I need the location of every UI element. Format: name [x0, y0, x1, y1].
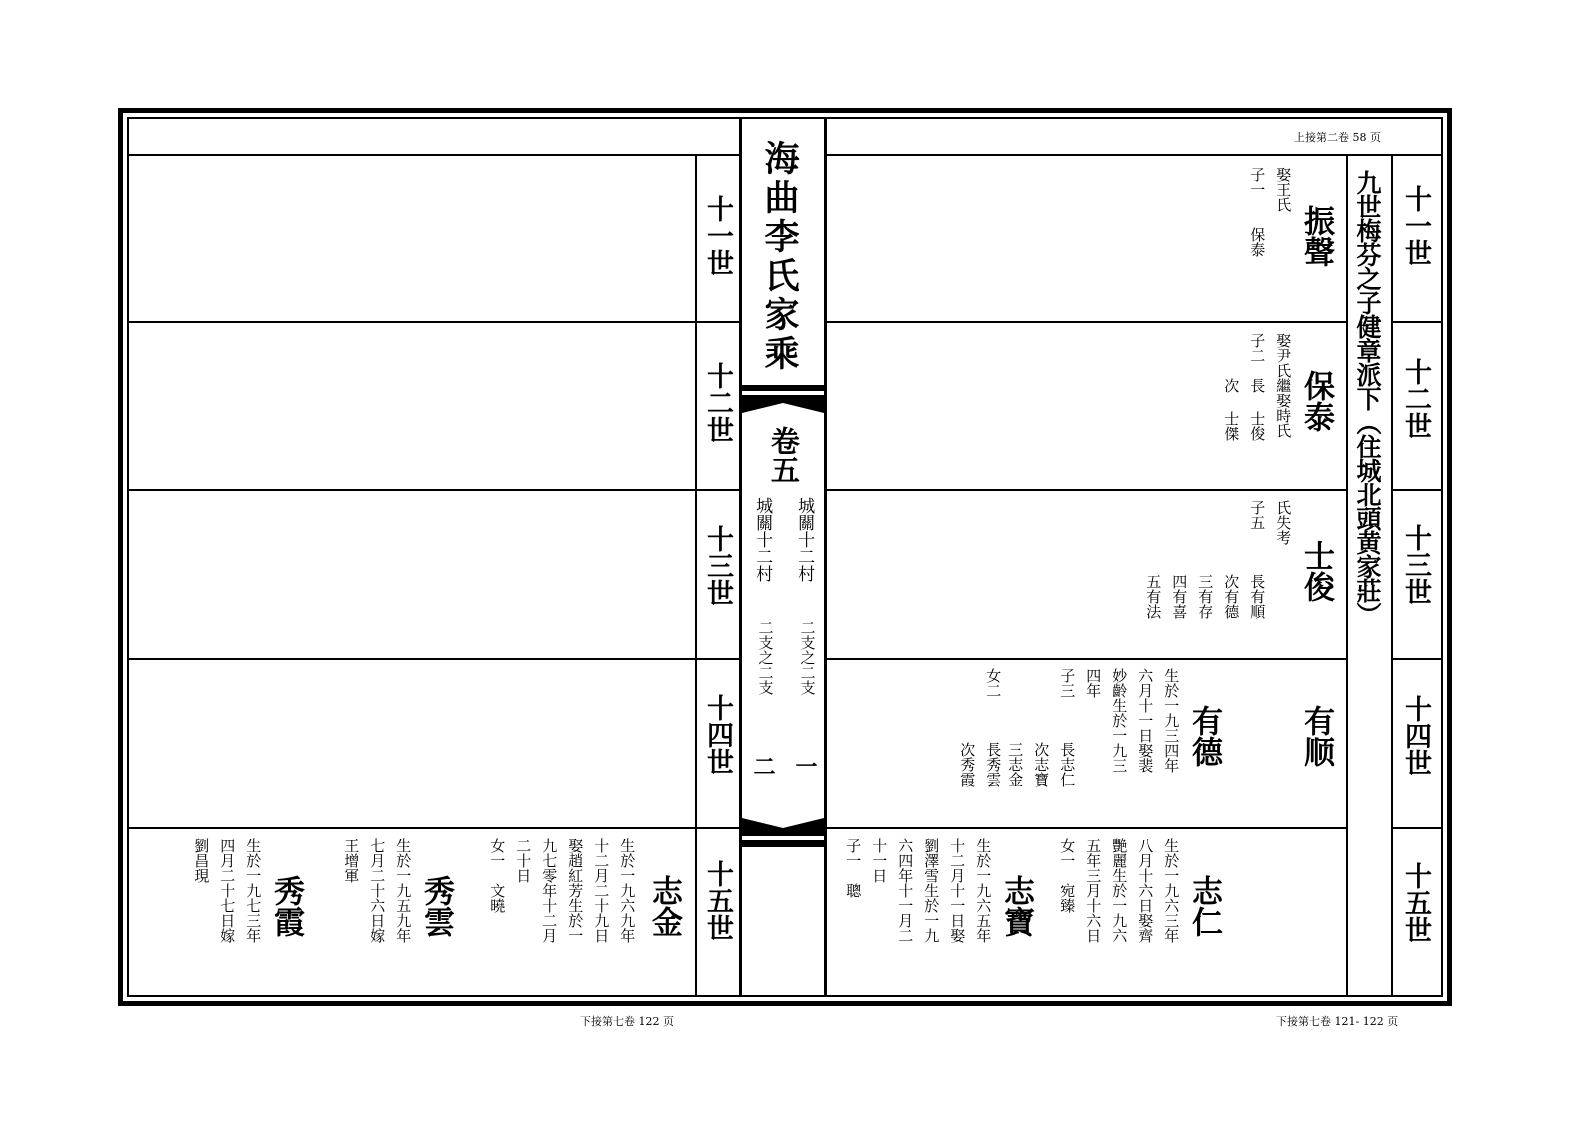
gen-label-right: 十四世	[1400, 695, 1431, 776]
person-name: 秀霞	[268, 875, 304, 937]
right-row-line	[827, 827, 1347, 829]
spine-right-line	[824, 117, 827, 997]
person-note: 女一 宛臻	[1058, 838, 1077, 913]
person-note: 子一 保泰	[1248, 167, 1267, 257]
sons-label: 子三	[1058, 668, 1077, 698]
gen-label-left: 十一世	[702, 195, 733, 276]
right-gen-col-line-b	[1346, 155, 1348, 997]
right-gen-row-line	[1393, 658, 1443, 660]
person-note: 子一 聰	[844, 838, 863, 898]
place-right: 城關十二村	[794, 497, 815, 582]
right-gen-row-line	[1393, 489, 1443, 491]
book-title: 海曲李氏家乘	[759, 140, 800, 374]
person-note: 氏失考	[1274, 500, 1293, 545]
section-number-left: 二	[750, 755, 776, 777]
person-note: 生於一九五九年	[394, 838, 413, 943]
person-note: 七月二十六日嫁	[368, 838, 387, 943]
gen-label-right: 十二世	[1400, 358, 1431, 439]
gen-label-left: 十四世	[702, 694, 733, 775]
child-entry: 長秀雲	[984, 742, 1003, 787]
person-note: 子二 長 士俊	[1248, 333, 1267, 441]
gen-label-right: 十五世	[1400, 862, 1431, 943]
person-name: 志寶	[998, 875, 1034, 937]
child-entry: 長有順	[1248, 574, 1267, 619]
left-row-line	[127, 321, 739, 323]
branch-right: 二支之二支	[798, 620, 817, 695]
person-note: 生於一九七三年	[244, 838, 263, 943]
person-note: 娶王氏	[1274, 167, 1293, 212]
bottom-right-link: 下接第七卷 121- 122 页	[1276, 1015, 1399, 1028]
right-row-line	[827, 154, 1443, 156]
person-note: 生於一九六九年	[618, 838, 637, 943]
person-note: 女一 文曉	[488, 838, 507, 913]
gen-label-right: 十一世	[1400, 185, 1431, 266]
person-note: 六月十一日娶裴	[1136, 668, 1155, 773]
person-note: 劉昌現	[192, 838, 211, 883]
person-note: 十二月二十九日	[592, 838, 611, 943]
person-note: 王增軍	[342, 838, 361, 883]
person-note: 妙齡生於一九三	[1110, 668, 1129, 773]
left-row-line	[127, 154, 739, 156]
spine-fishtail-bottom	[742, 818, 824, 858]
right-row-line	[827, 658, 1347, 660]
child-entry: 五有法	[1144, 574, 1163, 619]
gen-label-left: 十五世	[702, 860, 733, 941]
bottom-left-link: 下接第七卷 122 页	[580, 1015, 674, 1028]
person-note: 子五	[1248, 500, 1267, 530]
child-entry: 長志仁	[1058, 742, 1077, 787]
child-entry: 三志金	[1006, 742, 1025, 787]
right-gen-col-line-a	[1391, 155, 1393, 997]
person-name: 秀雲	[418, 875, 454, 937]
person-note: 娶尹氏繼娶時氏	[1274, 333, 1293, 438]
branch-left: 二支之二支	[756, 620, 775, 695]
person-name: 有德	[1186, 705, 1222, 767]
person-note: 劉澤雪生於一九	[922, 838, 941, 943]
person-note: 十一日	[870, 838, 889, 883]
person-note: 生於一九三四年	[1162, 668, 1181, 773]
person-note: 生於一九六三年	[1162, 838, 1181, 943]
right-row-line	[827, 489, 1347, 491]
person-note: 九七零年十二月	[540, 838, 559, 943]
person-note: 十二月十一日娶	[948, 838, 967, 943]
person-note: 八月十六日娶齊	[1136, 838, 1155, 943]
right-gen-row-line	[1393, 827, 1443, 829]
section-number-right: 一	[792, 755, 818, 777]
person-name: 志金	[646, 875, 682, 937]
child-entry: 次秀霞	[958, 742, 977, 787]
person-note: 次 士傑	[1222, 333, 1241, 441]
right-gen-row-line	[1393, 321, 1443, 323]
place-left: 城關十二村	[752, 497, 773, 582]
person-note: 五年三月十六日	[1084, 838, 1103, 943]
person-name: 志仁	[1186, 875, 1222, 937]
daughters-label: 女二	[984, 668, 1003, 698]
person-note: 艷麗生於一九六	[1110, 838, 1129, 943]
person-note: 生於一九六五年	[974, 838, 993, 943]
person-name: 士俊	[1298, 540, 1334, 602]
spine-left-line	[739, 117, 742, 997]
gen-label-left: 十三世	[702, 525, 733, 606]
child-entry: 次有德	[1222, 574, 1241, 619]
person-note: 二十日	[514, 838, 533, 883]
top-link: 上接第二卷 58 页	[1294, 131, 1381, 144]
person-note: 四年	[1084, 668, 1103, 698]
person-note: 四月二十七日嫁	[218, 838, 237, 943]
spine-fishtail-top	[742, 385, 824, 425]
person-note: 娶趙紅芳生於一	[566, 838, 585, 943]
volume-label: 卷五	[766, 426, 801, 484]
left-row-line	[127, 489, 739, 491]
person-note: 六四年十一月二	[896, 838, 915, 943]
child-entry: 三有存	[1196, 574, 1215, 619]
lineage-title: 九世梅芬之子健章派下（住城北頭黄家莊）	[1353, 170, 1382, 626]
person-name: 有顺	[1298, 705, 1334, 767]
gen-label-left: 十二世	[702, 362, 733, 443]
left-row-line	[127, 827, 739, 829]
child-entry: 四有喜	[1170, 574, 1189, 619]
left-row-line	[127, 658, 739, 660]
person-name: 保泰	[1298, 370, 1334, 432]
gen-label-right: 十三世	[1400, 524, 1431, 605]
left-gen-col-line	[695, 155, 697, 997]
right-row-line	[827, 321, 1347, 323]
person-name: 振聲	[1298, 205, 1334, 267]
child-entry: 次志寶	[1032, 742, 1051, 787]
